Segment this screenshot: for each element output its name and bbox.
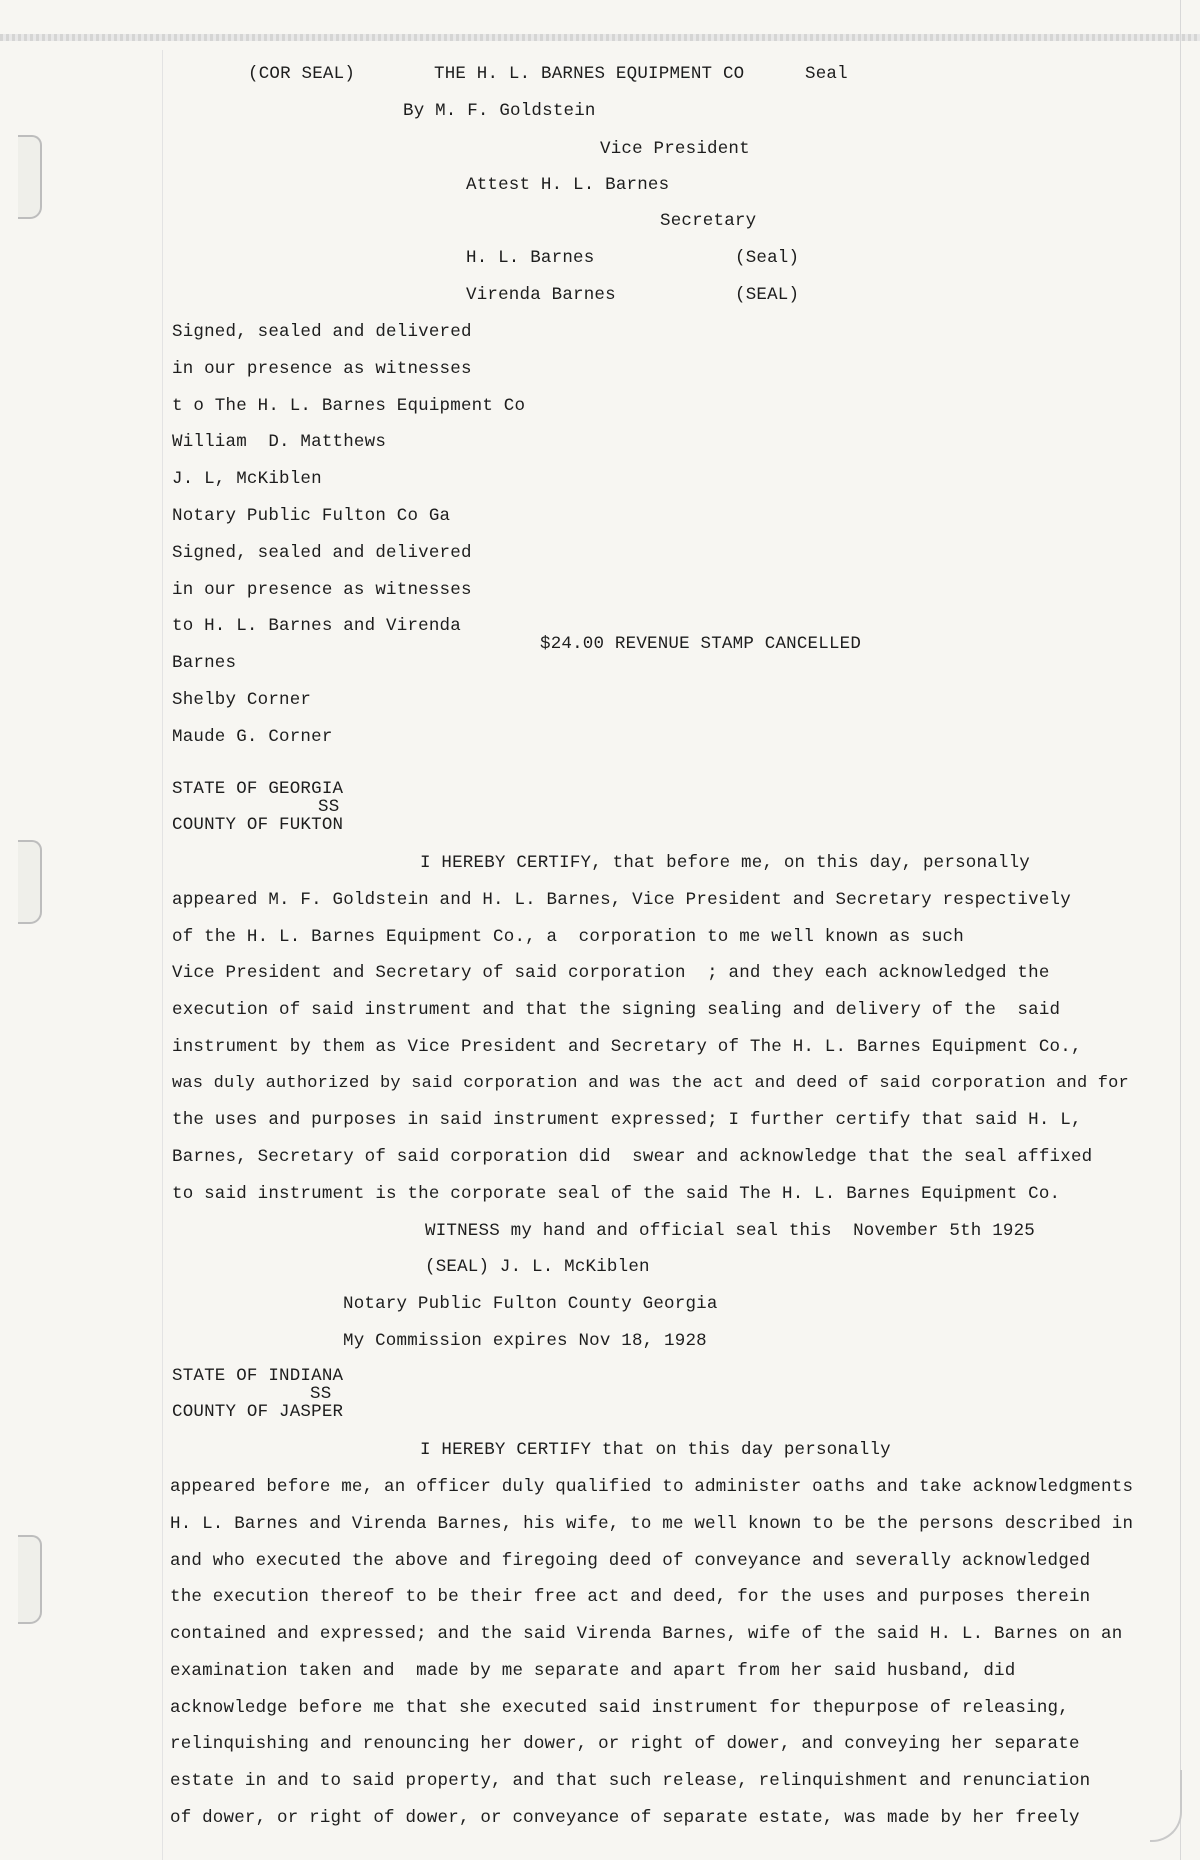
signed-by: By M. F. Goldstein xyxy=(403,101,596,121)
company-name: THE H. L. BARNES EQUIPMENT CO xyxy=(434,64,745,84)
venue-ss: SS xyxy=(318,797,340,817)
certificate-line: instrument by them as Vice President and Secretary of The H. L. Barnes Equipment Co., xyxy=(172,1037,1082,1057)
witness-line: Signed, sealed and delivered xyxy=(172,543,472,563)
notary-title: Notary Public Fulton County Georgia xyxy=(343,1294,718,1314)
signer-hl-barnes: H. L. Barnes xyxy=(466,248,595,268)
venue-state: STATE OF INDIANA xyxy=(172,1366,344,1386)
witness-line: Signed, sealed and delivered xyxy=(172,322,472,342)
certificate-line: estate in and to said property, and that such release, relinquishment and renunciation xyxy=(170,1771,1091,1791)
certificate-line: appeared M. F. Goldstein and H. L. Barnes, Vice President and Secretary respectively xyxy=(172,890,1071,910)
witness-name: William D. Matthews xyxy=(172,432,387,452)
certificate-line: of dower, or right of dower, or conveyance of separate estate, was made by her freely xyxy=(170,1808,1080,1828)
certificate-line: I HEREBY CERTIFY that on this day personally xyxy=(420,1440,891,1460)
secretary-title: Secretary xyxy=(660,211,757,231)
witness-line: t o The H. L. Barnes Equipment Co xyxy=(172,396,526,416)
cor-seal: (COR SEAL) xyxy=(248,64,356,84)
binder-hole-bottom xyxy=(18,1535,42,1624)
signer-virenda-barnes-seal: (SEAL) xyxy=(735,285,800,305)
certificate-line: appeared before me, an officer duly qualified to administer oaths and take acknowledgments xyxy=(170,1477,1134,1497)
witness-line: in our presence as witnesses xyxy=(172,359,472,379)
right-margin-rule xyxy=(1180,0,1181,1860)
certificate-line: execution of said instrument and that the signing sealing and delivery of the said xyxy=(172,1000,1061,1020)
revenue-stamp-note: $24.00 REVENUE STAMP CANCELLED xyxy=(540,634,862,654)
certificate-line: relinquishing and renouncing her dower, or right of dower, and conveying her separate xyxy=(170,1734,1080,1754)
certificate-line: the uses and purposes in said instrument expressed; I further certify that said H. L, xyxy=(172,1110,1082,1130)
company-seal-label: Seal xyxy=(805,64,848,84)
witness-notary: Notary Public Fulton Co Ga xyxy=(172,506,451,526)
certificate-line: Barnes, Secretary of said corporation did swear and acknowledge that the seal affixed xyxy=(172,1147,1093,1167)
certificate-line: to said instrument is the corporate seal of the said The H. L. Barnes Equipment Co. xyxy=(172,1184,1061,1204)
witness-name: J. L, McKiblen xyxy=(172,469,322,489)
vice-president-title: Vice President xyxy=(600,139,750,159)
page-corner-curl xyxy=(1150,1770,1182,1842)
certificate-line: contained and expressed; and the said Virenda Barnes, wife of the said H. L. Barnes on an xyxy=(170,1624,1123,1644)
notary-signature: (SEAL) J. L. McKiblen xyxy=(425,1257,650,1277)
signer-hl-barnes-seal: (Seal) xyxy=(735,248,800,268)
certificate-line: and who executed the above and firegoing deed of conveyance and severally acknowledged xyxy=(170,1551,1091,1571)
notary-commission: My Commission expires Nov 18, 1928 xyxy=(343,1331,707,1351)
certificate-line: Vice President and Secretary of said corporation ; and they each acknowledged the xyxy=(172,963,1050,983)
binder-hole-top xyxy=(18,135,42,219)
binder-hole-middle xyxy=(18,840,42,924)
certificate-line: acknowledge before me that she executed said instrument for thepurpose of releasing, xyxy=(170,1698,1069,1718)
venue-county: COUNTY OF FUKTON xyxy=(172,815,344,835)
certificate-line: H. L. Barnes and Virenda Barnes, his wife, to me well known to be the persons described in xyxy=(170,1514,1134,1534)
certificate-line: examination taken and made by me separate and apart from her said husband, did xyxy=(170,1661,1016,1681)
venue-state: STATE OF GEORGIA xyxy=(172,779,344,799)
left-margin-rule xyxy=(162,50,163,1860)
witness-date-line: WITNESS my hand and official seal this November 5th 1925 xyxy=(425,1221,1035,1241)
certificate-line: was duly authorized by said corporation and was the act and deed of said corporation and for xyxy=(172,1074,1129,1093)
attest-line: Attest H. L. Barnes xyxy=(466,175,670,195)
witness-line: Barnes xyxy=(172,653,237,673)
certificate-line: I HEREBY CERTIFY, that before me, on this day, personally xyxy=(420,853,1030,873)
witness-name: Shelby Corner xyxy=(172,690,312,710)
certificate-line: the execution thereof to be their free act and deed, for the uses and purposes therein xyxy=(170,1587,1091,1607)
signer-virenda-barnes: Virenda Barnes xyxy=(466,285,616,305)
certificate-line: of the H. L. Barnes Equipment Co., a corporation to me well known as such xyxy=(172,927,964,947)
top-border-rule xyxy=(0,34,1200,41)
witness-line: to H. L. Barnes and Virenda xyxy=(172,616,461,636)
witness-name: Maude G. Corner xyxy=(172,727,333,747)
witness-line: in our presence as witnesses xyxy=(172,580,472,600)
venue-ss: SS xyxy=(310,1384,332,1404)
venue-county: COUNTY OF JASPER xyxy=(172,1402,344,1422)
